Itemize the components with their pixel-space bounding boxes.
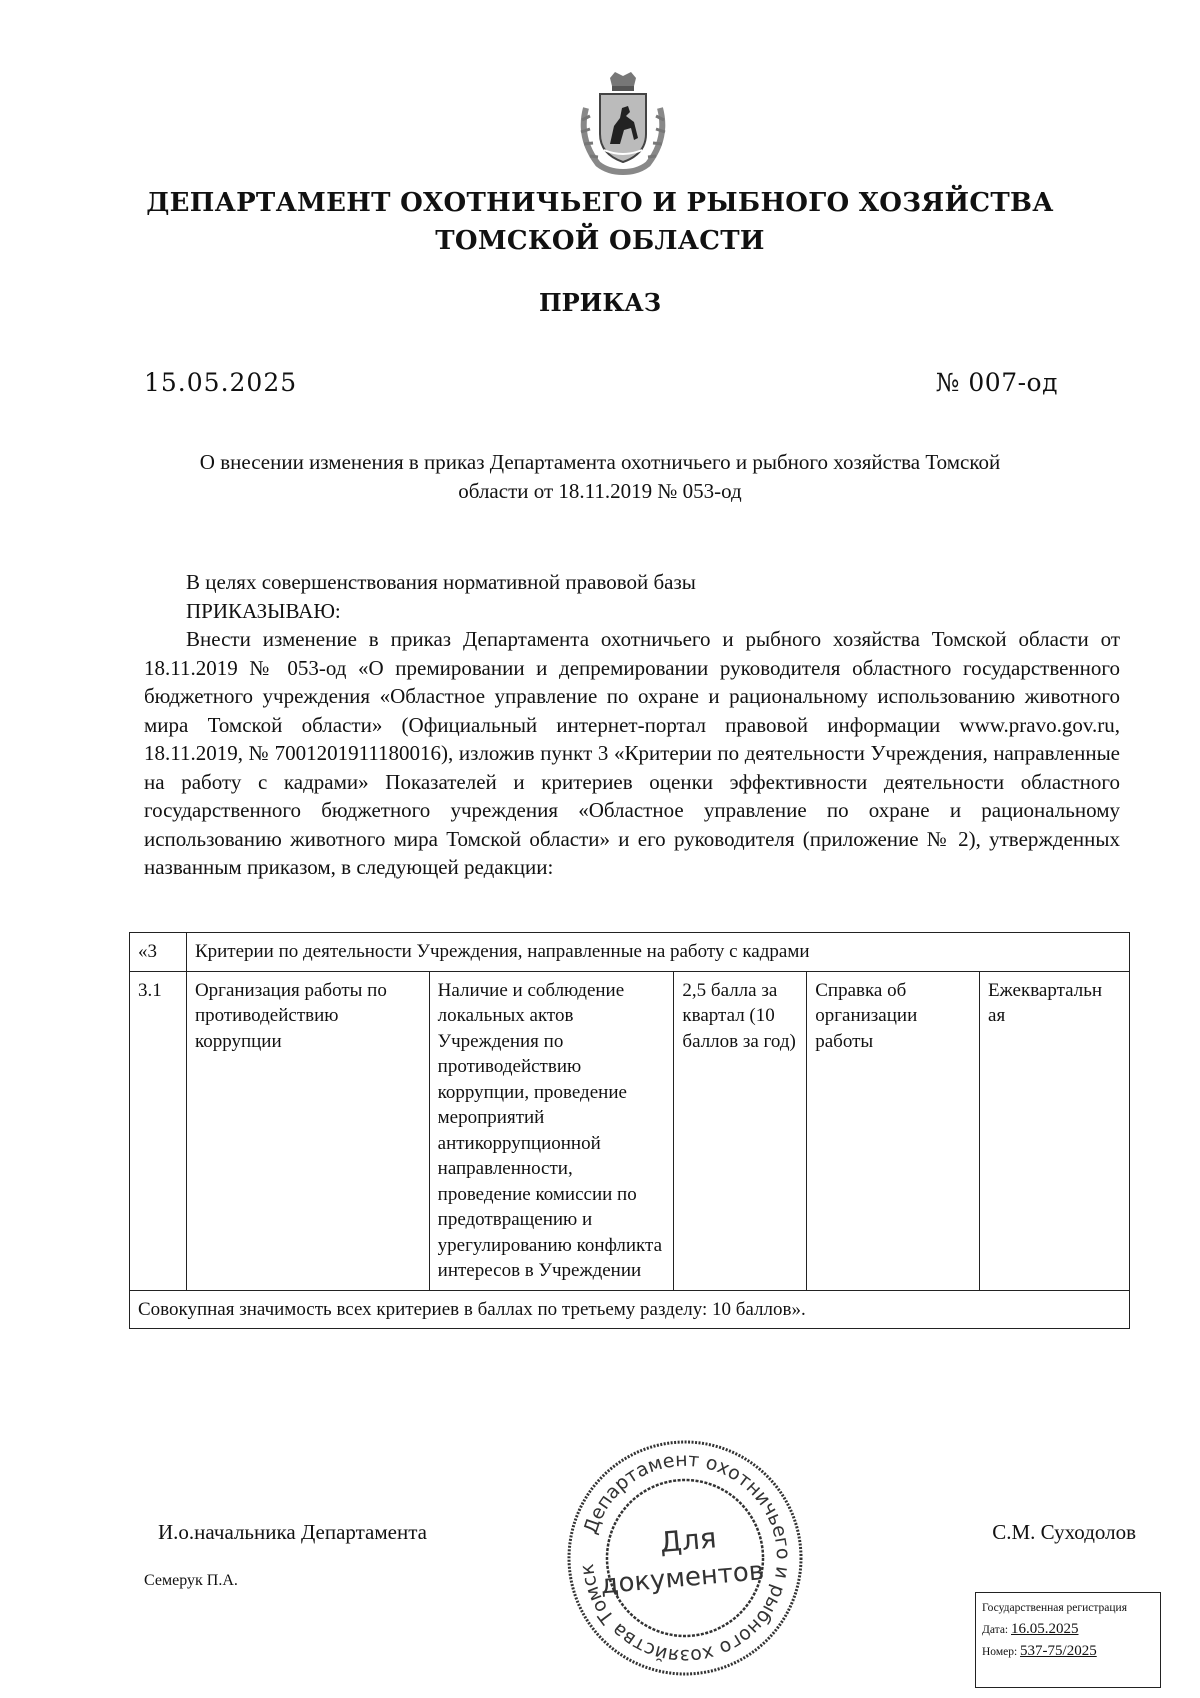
signatory-position: И.о.начальника Департамента: [158, 1520, 427, 1544]
registration-number: 537-75/2025: [1020, 1643, 1097, 1659]
order-number: № 007-од: [935, 368, 1058, 397]
row-score: 2,5 балла за квартал (10 баллов за год): [674, 971, 807, 1290]
document-type: ПРИКАЗ: [538, 288, 662, 317]
stamp-center-line2: документов: [599, 1556, 766, 1601]
criteria-table: [129, 932, 1130, 1329]
total-text: Совокупная значимость всех критериев в баллах по третьему разделу: 10 баллов».: [130, 1290, 1130, 1329]
stamp-center-line1: Для: [658, 1521, 718, 1560]
row-indicator: Наличие и соблюдение локальных актов Учреждения по противодействию коррупции, проведение мероприятий антикоррупционной направленности, проведение комиссии по предотвращению и урегулированию конфликта интересов в Учреждении: [429, 971, 674, 1290]
section-number: «3: [130, 933, 187, 972]
order-keyword: ПРИКАЗЫВАЮ:: [186, 598, 341, 623]
registration-number-label: Номер:: [982, 1646, 1018, 1658]
row-period: Ежеквартальн ая: [980, 971, 1130, 1290]
registration-title: Государственная регистрация: [982, 1602, 1127, 1614]
signatory-name: С.М. Суходолов: [992, 1520, 1136, 1544]
org-name-line2: ТОМСКОЙ ОБЛАСТИ: [435, 226, 765, 256]
table-row: [130, 971, 1130, 1290]
order-date: 15.05.2025: [144, 368, 298, 397]
org-name-line1: ДЕПАРТАМЕНТ ОХОТНИЧЬЕГО И РЫБНОГО ХОЗЯЙСТВА: [146, 188, 1054, 218]
order-subject: [150, 448, 1050, 506]
row-number: 3.1: [130, 971, 187, 1290]
section-title: Критерии по деятельности Учреждения, направленные на работу с кадрами: [186, 933, 1129, 972]
row-document: Справка об организации работы: [807, 971, 980, 1290]
coat-of-arms-icon: [568, 68, 678, 178]
official-stamp: [565, 1438, 805, 1678]
stamp-ring-text: Департамент охотничьего и рыбного хозяйства Томск: [576, 1448, 795, 1668]
subject-line1: О внесении изменения в приказ Департамента охотничьего и рыбного хозяйства Томской: [199, 450, 1001, 474]
registration-date-label: Дата:: [982, 1624, 1009, 1636]
registration-box: [975, 1592, 1161, 1688]
table-total-row: [130, 1290, 1130, 1329]
executor-name: Семерук П.А.: [144, 1572, 238, 1589]
purpose-paragraph: В целях совершенствования нормативной правовой базы: [186, 570, 696, 594]
row-criterion: Организация работы по противодействию коррупции: [186, 971, 429, 1290]
order-body: [144, 568, 1120, 882]
registration-date: 16.05.2025: [1011, 1621, 1079, 1637]
table-section-row: [130, 933, 1130, 972]
subject-line2: области от 18.11.2019 № 053-од: [458, 479, 742, 503]
main-paragraph: Внести изменение в приказ Департамента охотничьего и рыбного хозяйства Томской области от 18.11.2019 № 053-од «О премировании и депремировании руководителя областного государственного бюджетного учреждения «Областное управление по охране и рациональному использованию животного мира Томской области» (Официальный интернет-портал правовой информации www.pravo.gov.ru, 18.11.2019, № 7001201911180016), изложив пункт 3 «Критерии по деятельности Учреждения, направленные на работу с кадрами» Показателей и критериев оценки эффективности деятельности областного государственного бюджетного учреждения «Областное управление по охране и рациональному использованию животного мира Томской области» и его руководителя (приложение № 2), утвержденных названным приказом, в следующей редакции:: [144, 627, 1120, 879]
